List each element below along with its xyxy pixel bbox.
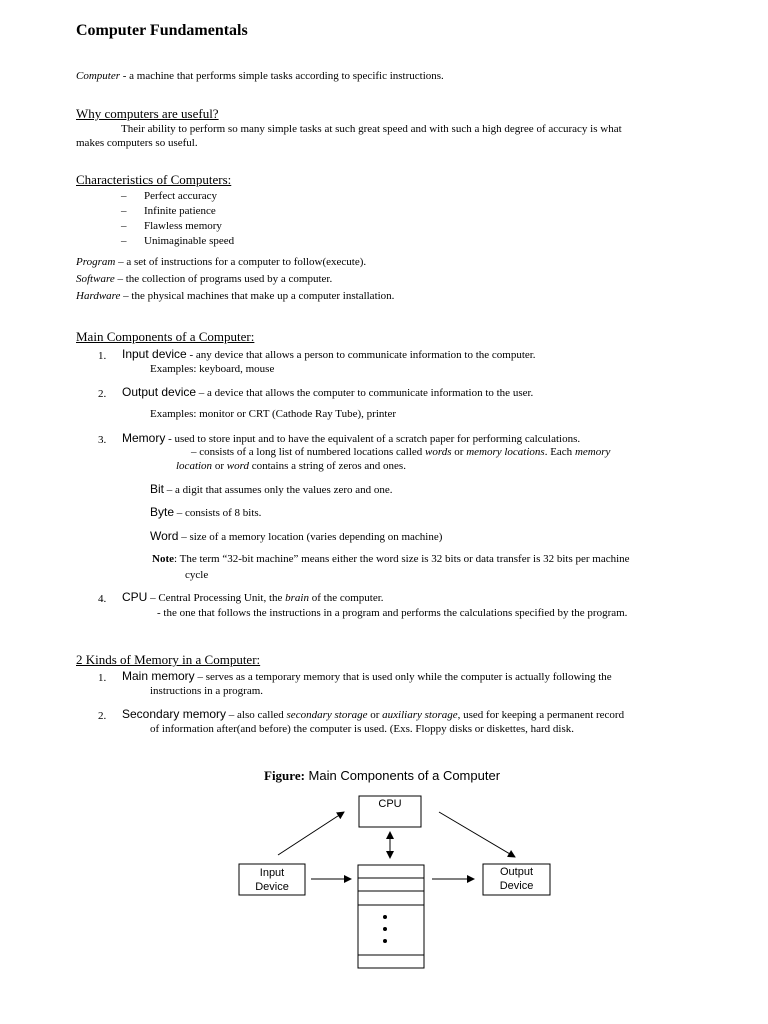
kind-name: Secondary memory — [122, 707, 227, 721]
definition-text: a machine that performs simple tasks according to specific instructions. — [129, 70, 444, 82]
why-heading: Why computers are useful? — [76, 106, 219, 121]
memory-or-2: or — [212, 460, 227, 472]
term-text: – a set of instructions for a computer to follow(execute). — [115, 256, 367, 268]
cpu-line-2: - the one that follows the instructions in a program and performs the calculations specified by the program. — [157, 607, 628, 619]
list-number: 4. — [98, 593, 107, 605]
term-text: – the collection of programs used by a computer. — [114, 273, 333, 285]
list-number: 3. — [98, 434, 107, 446]
list-number: 2. — [98, 710, 107, 722]
list-number: 2. — [98, 388, 107, 400]
component-desc: - any device that allows a person to communicate information to the computer. — [186, 349, 536, 361]
component-name: Memory — [122, 431, 166, 445]
output-label-line-1: Output — [499, 866, 534, 878]
arrow-cpu-to-output — [439, 812, 515, 857]
secondary-memory-cont: of information after(and before) the computer is used. (Exs. Floppy disks or diskettes, hard disk. — [150, 723, 575, 735]
memory-rest: contains a string of zeros and ones. — [248, 460, 406, 472]
why-line-1: Their ability to perform so many simple tasks at such great speed and with such a high degree of accuracy is what — [121, 123, 622, 135]
memory-memory: memory — [574, 446, 611, 458]
word-name: Word — [150, 529, 179, 543]
main-memory-cont: instructions in a program. — [150, 685, 264, 697]
bit-desc: – a digit that assumes only the values zero and one. — [164, 484, 393, 496]
kind-desc: – serves as a temporary memory that is used only while the computer is actually following the — [194, 671, 612, 683]
memory-stack — [358, 865, 424, 968]
note-label: Note — [152, 553, 174, 565]
bit-name: Bit — [150, 482, 165, 496]
component-desc: – a device that allows the computer to communicate information to the user. — [196, 387, 534, 399]
figure-caption-text: Main Components of a Computer — [304, 768, 501, 783]
memory-line-2a: – consists of a long list of numbered locations called — [191, 446, 426, 458]
auxiliary-storage: auxiliary storage — [382, 709, 458, 721]
memory-location: location — [176, 460, 213, 472]
input-examples: Examples: keyboard, mouse — [150, 363, 275, 375]
memory-words: words — [425, 446, 452, 458]
definition-sep: - — [120, 70, 130, 82]
component-name: CPU — [122, 590, 148, 604]
ellipsis-dot — [383, 939, 387, 943]
byte-desc: – consists of 8 bits. — [174, 507, 262, 519]
memory-each: . Each — [544, 446, 575, 458]
why-line-2: makes computers so useful. — [76, 137, 198, 149]
characteristics-dash: – — [121, 190, 127, 202]
output-device-label — [483, 865, 550, 893]
characteristic-item: Unimaginable speed — [144, 235, 235, 247]
memory-locations: memory locations — [466, 446, 545, 458]
characteristics-dash: – — [121, 235, 127, 247]
term-text: – the physical machines that make up a computer installation. — [120, 290, 395, 302]
page-title: Computer Fundamentals — [76, 22, 248, 39]
kind-or: or — [367, 709, 383, 721]
term-name: Hardware — [76, 290, 121, 302]
word-desc: – size of a memory location (varies depending on machine) — [178, 531, 443, 543]
component-name: Output device — [122, 385, 197, 399]
cpu-brain: brain — [285, 592, 309, 604]
input-device-label — [239, 866, 305, 894]
characteristic-item: Infinite patience — [144, 205, 216, 217]
kind-desc-a: – also called — [226, 709, 287, 721]
cpu-label: CPU — [378, 798, 402, 810]
arrow-input-to-cpu — [278, 812, 344, 855]
memory-or: or — [451, 446, 467, 458]
cpu-desc-a: – Central Processing Unit, the — [147, 592, 286, 604]
figure-label: Figure: — [264, 768, 305, 783]
input-label-line-1: Input — [259, 867, 285, 879]
input-label-line-2: Device — [255, 881, 289, 893]
kind-desc-b: , used for keeping a permanent record — [457, 709, 625, 721]
kind-name: Main memory — [122, 669, 195, 683]
output-label-line-2: Device — [499, 880, 534, 892]
characteristics-heading: Characteristics of Computers: — [76, 172, 232, 187]
term-name: Software — [76, 273, 115, 285]
cpu-desc-b: of the computer. — [308, 592, 384, 604]
component-desc: - used to store input and to have the equivalent of a scratch paper for performing calculations. — [165, 433, 581, 445]
characteristic-item: Perfect accuracy — [144, 190, 217, 202]
kinds-heading: 2 Kinds of Memory in a Computer: — [76, 652, 261, 667]
note-text: : The term “32-bit machine” means either the word size is 32 bits or data transfer is 32 bits per machine — [174, 553, 630, 565]
characteristics-dash: – — [121, 205, 127, 217]
term-name: Program — [76, 256, 116, 268]
secondary-storage: secondary storage — [286, 709, 368, 721]
components-heading: Main Components of a Computer: — [76, 329, 255, 344]
characteristics-dash: – — [121, 220, 127, 232]
list-number: 1. — [98, 672, 107, 684]
definition-term: Computer — [76, 70, 120, 82]
note-continuation: cycle — [185, 569, 209, 581]
list-number: 1. — [98, 350, 107, 362]
ellipsis-dot — [383, 927, 387, 931]
component-name: Input device — [122, 347, 187, 361]
characteristic-item: Flawless memory — [144, 220, 222, 232]
ellipsis-dot — [383, 915, 387, 919]
memory-word: word — [226, 460, 249, 472]
byte-name: Byte — [150, 505, 175, 519]
output-examples: Examples: monitor or CRT (Cathode Ray Tube), printer — [150, 408, 397, 420]
